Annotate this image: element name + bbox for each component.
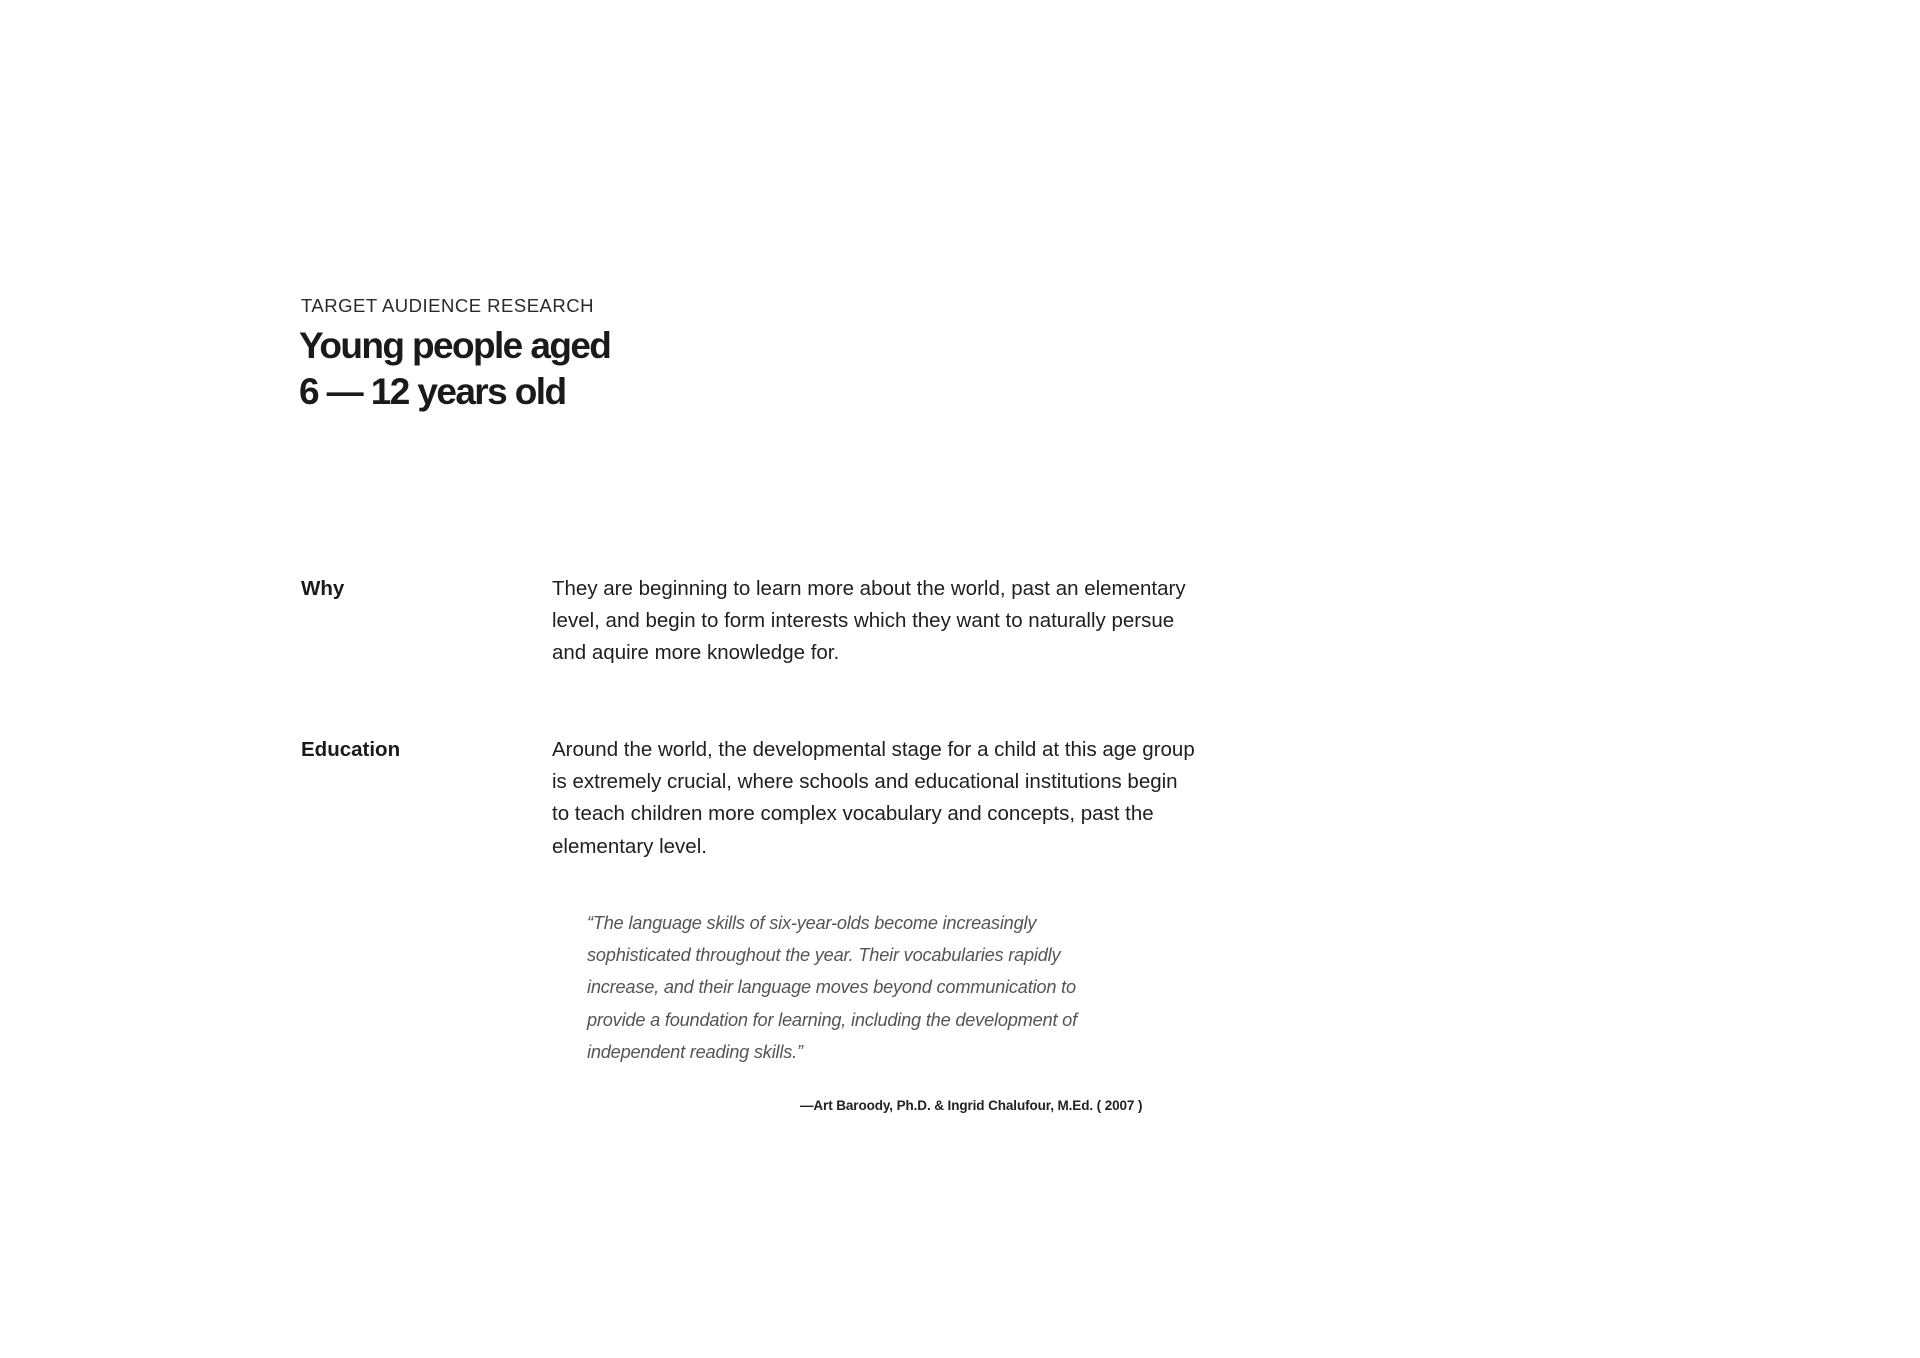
section-body-education [552, 734, 1242, 863]
body-line: They are beginning to learn more about the world, past an elementary [552, 577, 1186, 600]
page-title-line: Young people aged [299, 325, 611, 366]
page-title [299, 323, 610, 415]
section-label-education: Education [301, 738, 401, 761]
body-line: level, and begin to form interests which they want to naturally persue [552, 609, 1175, 633]
body-line: Around the world, the developmental stage for a child at this age group [552, 738, 1195, 761]
quote-line: “The language skills of six-year-olds become increasingly [587, 913, 1037, 933]
quote-line: provide a foundation for learning, including the development of [587, 1009, 1077, 1030]
page-title-line: 6 — 12 years old [299, 371, 566, 412]
body-line: and aquire more knowledge for. [552, 641, 840, 665]
section-body-why [552, 573, 1242, 670]
section-label-why: Why [301, 577, 345, 600]
body-line: elementary level. [552, 834, 707, 858]
pull-quote [587, 907, 1147, 1068]
body-line: to teach children more complex vocabulary and concepts, past the [552, 802, 1154, 826]
quote-citation: —Art Baroody, Ph.D. & Ingrid Chalufour, M.Ed. ( 2007 ) [800, 1098, 1143, 1113]
quote-line: independent reading skills.” [587, 1041, 803, 1062]
quote-line: increase, and their language moves beyond communication to [587, 977, 1076, 998]
quote-line: sophisticated throughout the year. Their vocabularies rapidly [587, 945, 1061, 966]
eyebrow-label: TARGET AUDIENCE RESEARCH [301, 295, 594, 316]
body-line: is extremely crucial, where schools and educational institutions begin [552, 770, 1178, 794]
